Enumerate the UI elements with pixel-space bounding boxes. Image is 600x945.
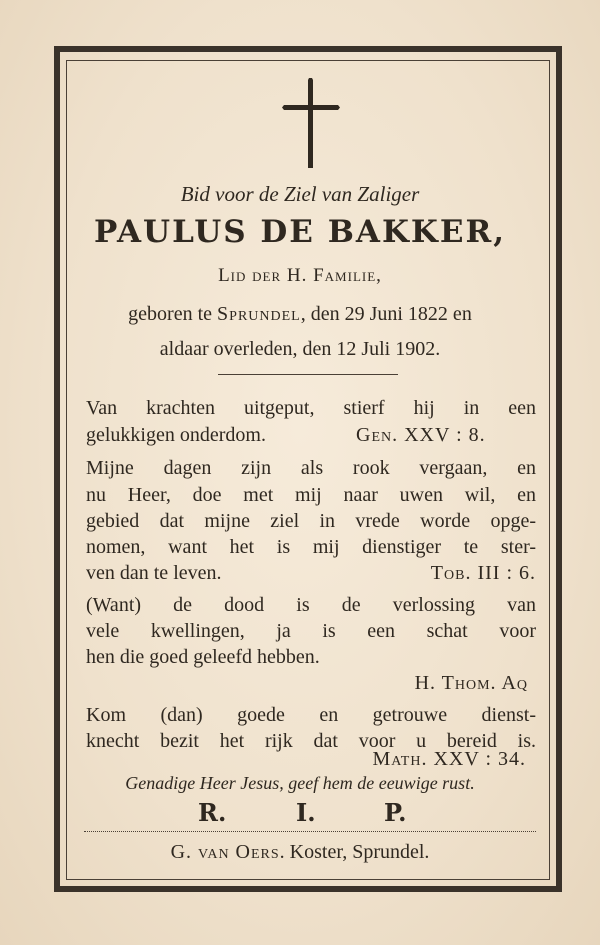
verse3-line3: hen die goed geleefd hebben. — [86, 646, 320, 668]
verse2-line5 — [86, 562, 536, 585]
verse1-line2-text: gelukkigen onderdom. — [86, 424, 266, 446]
printer-name: G. van Oers — [170, 841, 280, 863]
verse4-reference: Math. XXV : 34. — [372, 748, 526, 770]
verse1-reference: Gen. XXV : 8. — [356, 424, 486, 446]
verse4-line1: Kom (dan) goede en getrouwe dienst- — [86, 704, 536, 726]
verse2-line3: gebied dat mijne ziel in vrede worde opge- — [86, 510, 536, 532]
intro-line: Bid voor de Ziel van Zaliger — [180, 182, 420, 206]
verse2-reference: Tob. III : 6. — [430, 562, 536, 584]
verse1-line1: Van krachten uitgeput, stierf hij in een — [86, 397, 536, 419]
birth-line — [0, 303, 600, 326]
verse2-line4: nomen, want het is mij dienstiger te ster- — [86, 536, 536, 558]
rip-r: R. — [198, 798, 227, 827]
footer-divider — [84, 831, 536, 832]
verse3-line1: (Want) de dood is de verlossing van — [86, 594, 536, 616]
prayer-line: Genadige Heer Jesus, geef hem de eeuwige rust. — [125, 773, 475, 793]
verse3-reference: H. Thom. Aq — [414, 672, 528, 694]
deceased-name: PAULUS DE BAKKER, — [93, 214, 507, 250]
verse1-line2 — [86, 424, 536, 447]
birth-place: Sprundel — [217, 303, 301, 325]
birth-suffix: , den 29 Juni 1822 en — [300, 303, 472, 325]
verse3-line2: vele kwellingen, ja is een schat voor — [86, 620, 536, 642]
verse2-line2: nu Heer, doe met mij naar uwen wil, en — [86, 484, 536, 506]
membership-line: Lid der H. Familie, — [218, 265, 382, 286]
printer-rest: . Koster, Sprundel. — [279, 841, 430, 863]
printer-line — [0, 841, 600, 864]
rip-i: I. — [296, 798, 316, 827]
death-line: aldaar overleden, den 12 Juli 1902. — [159, 338, 441, 360]
verse2-line1: Mijne dagen zijn als rook vergaan, en — [86, 457, 536, 479]
rip-p: P. — [384, 798, 407, 827]
verse4-line2: knecht bezit het rijk dat voor u bereid is. — [86, 730, 536, 752]
divider — [218, 374, 398, 375]
birth-prefix: geboren te — [128, 303, 218, 325]
latin-cross-icon — [282, 78, 340, 170]
verse2-line5-text: ven dan te leven. — [86, 562, 222, 584]
